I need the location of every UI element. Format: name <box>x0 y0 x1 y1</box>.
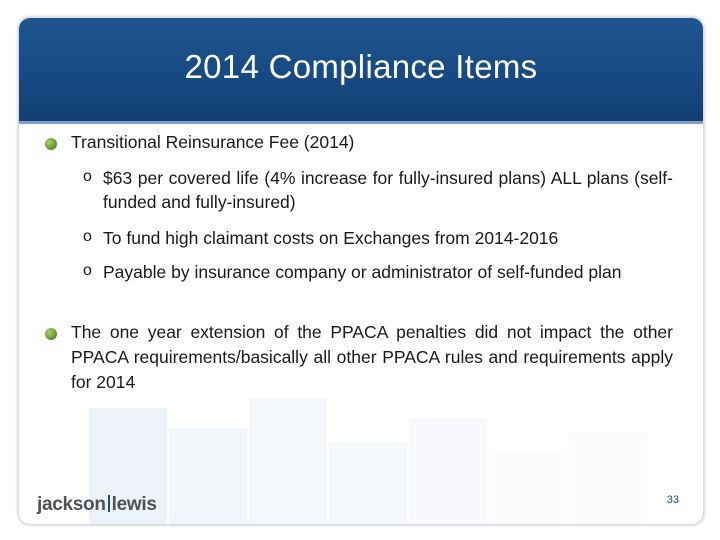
sub-bullet-marker: o <box>83 228 92 245</box>
slide-title: 2014 Compliance Items <box>184 48 538 85</box>
sub-bullet-marker: o <box>83 168 92 185</box>
sub-bullet-text: $63 per covered life (4% increase for fully-insured plans) ALL plans (self-funded and fully-insured) <box>103 168 673 212</box>
bullet-icon <box>45 328 57 340</box>
slide-body <box>19 18 703 524</box>
sub-bullet-text: Payable by insurance company or administrator of self-funded plan <box>103 262 622 282</box>
jackson-lewis-logo <box>37 494 157 516</box>
bullet-text: The one year extension of the PPACA penalties did not impact the other PPACA requirements/basically all other PPACA rules and requirements apply for 2014 <box>71 322 673 392</box>
page-number: 33 <box>666 494 679 506</box>
logo-right-text: lewis <box>111 494 157 515</box>
sub-bullet-marker: o <box>83 262 92 279</box>
logo-left-text: jackson <box>37 494 106 515</box>
logo-separator <box>108 495 110 512</box>
bullet-icon <box>45 138 57 150</box>
bullet-text: Transitional Reinsurance Fee (2014) <box>71 132 355 152</box>
sub-bullet-text: To fund high claimant costs on Exchanges from 2014-2016 <box>103 228 559 248</box>
slide <box>18 17 704 525</box>
